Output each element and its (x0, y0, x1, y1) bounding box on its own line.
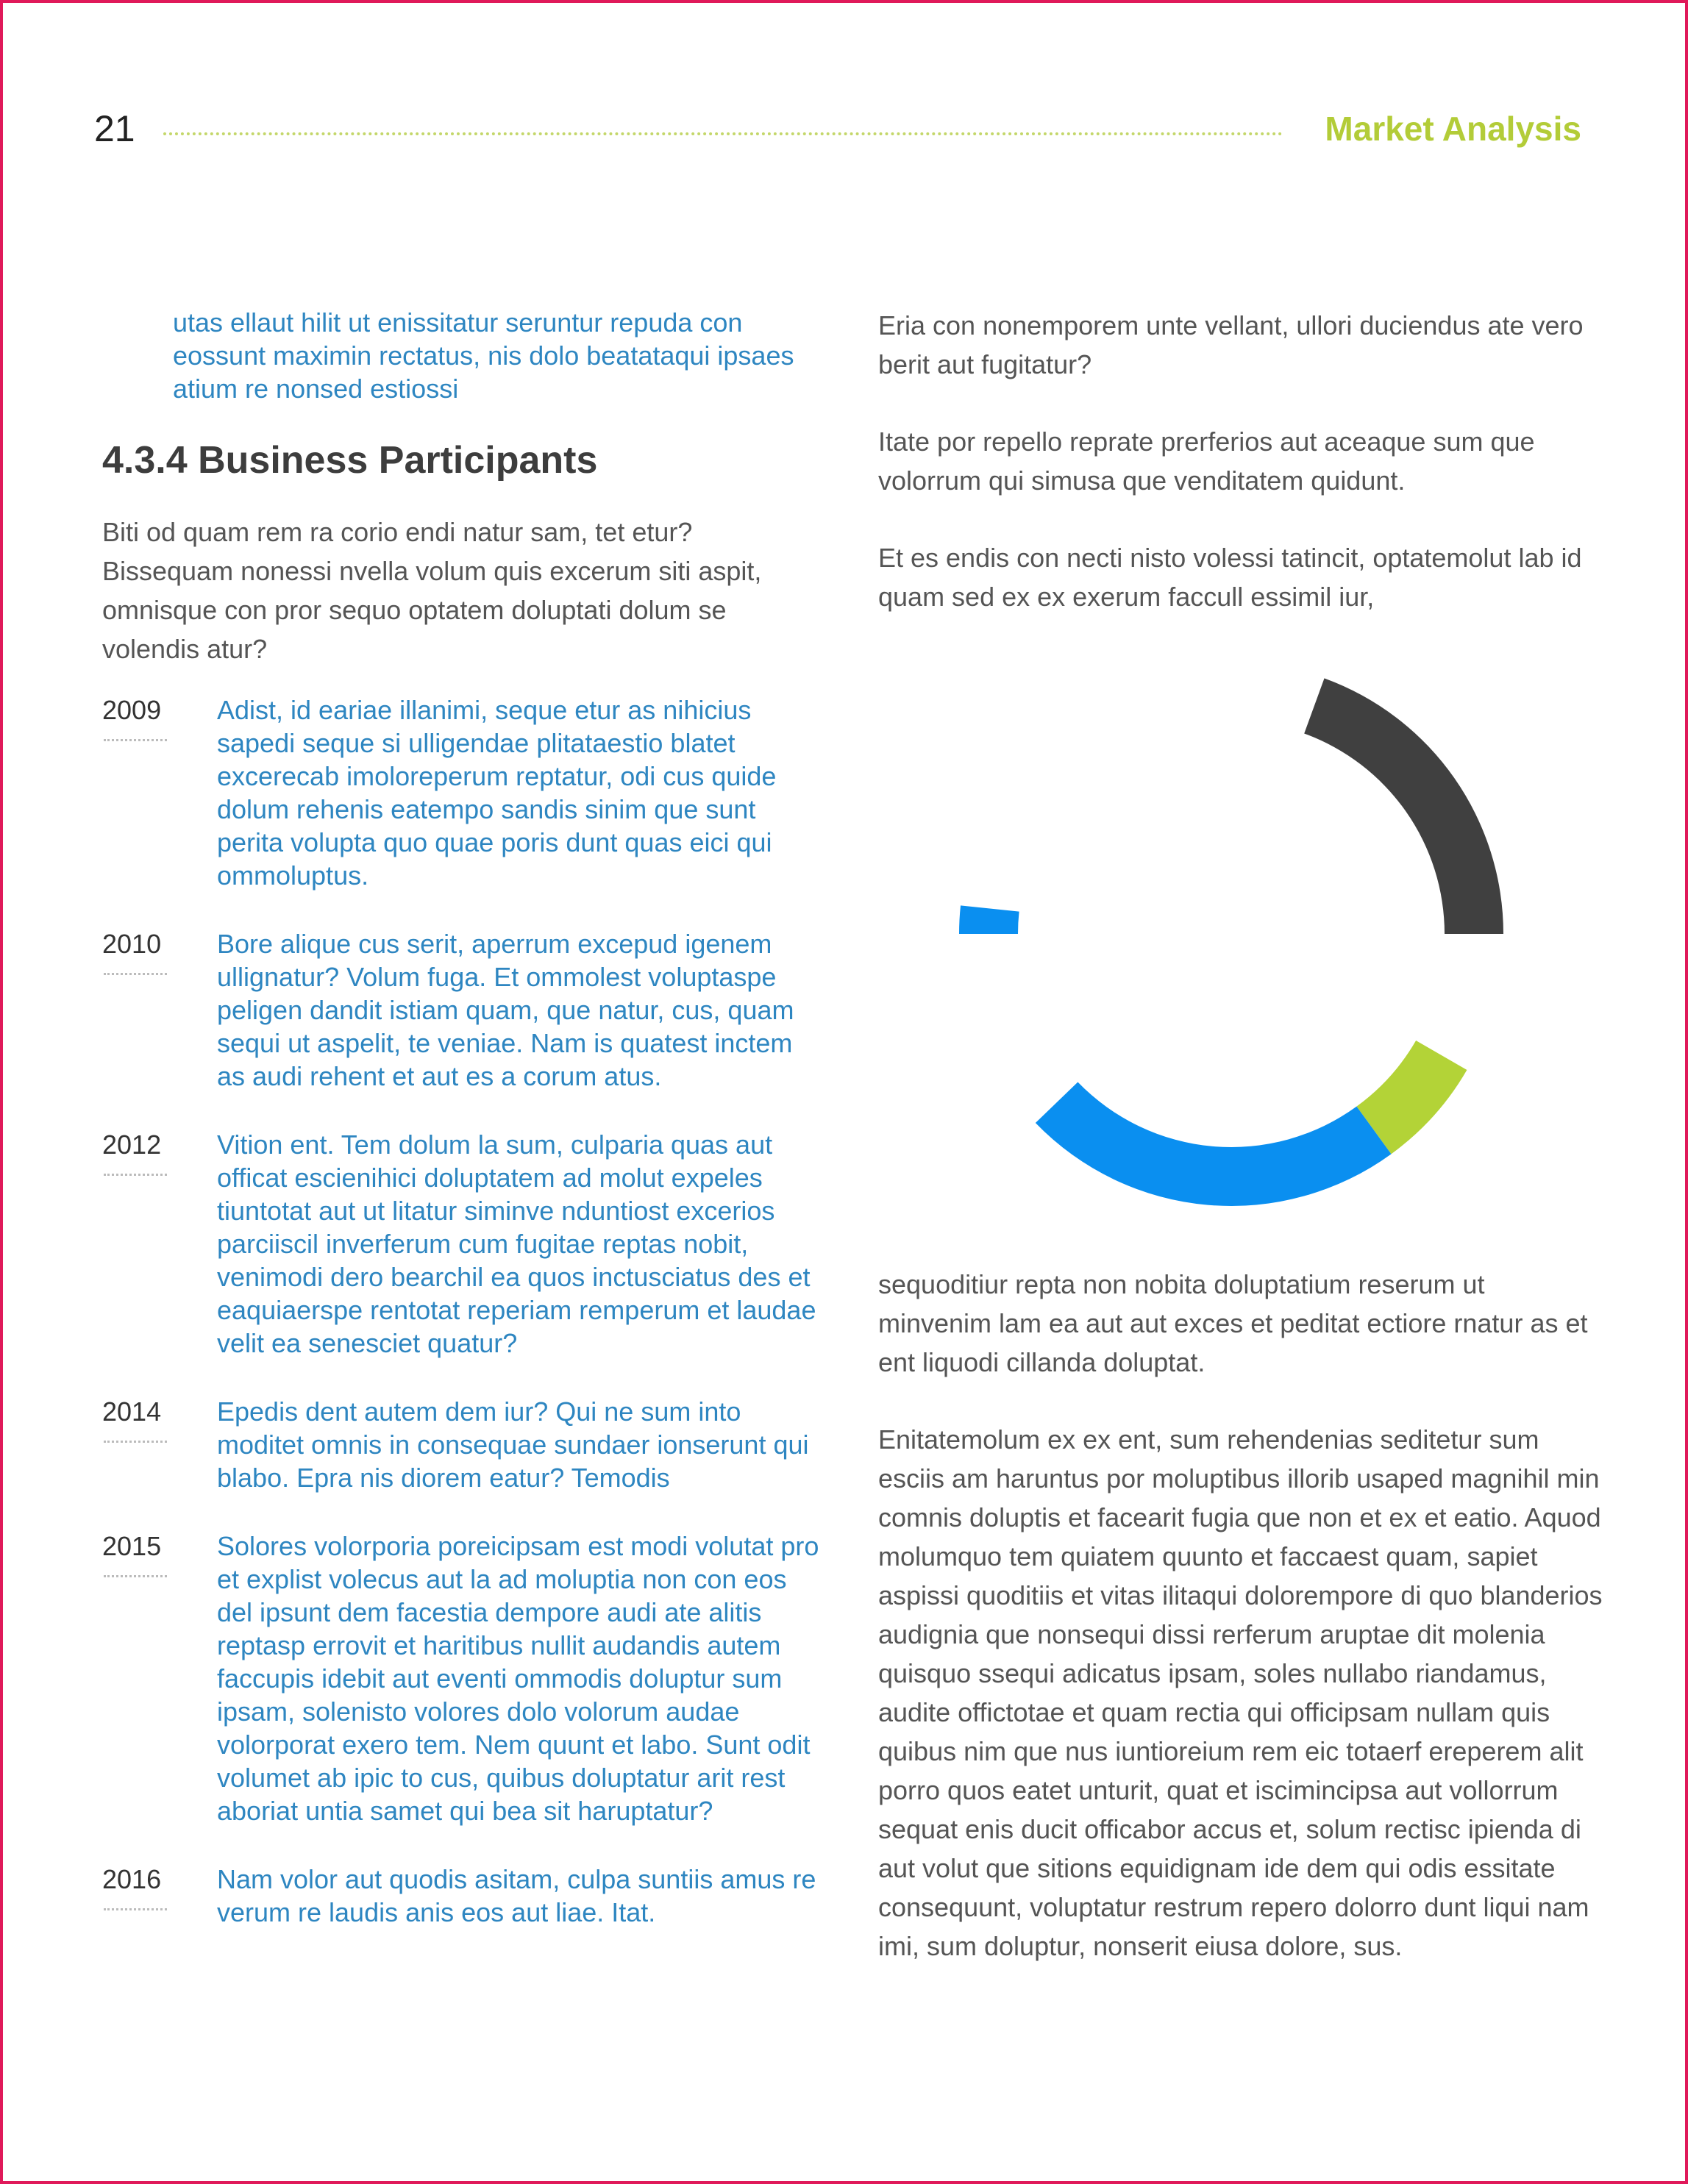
timeline-text: Epedis dent autem dem iur? Qui ne sum into moditet omnis in consequae sundaer ionserunt qui blabo. Epra nis diorem eatur? Temodis (217, 1396, 809, 1494)
ring-chart (878, 654, 1603, 1243)
header-dotted-rule (163, 132, 1283, 135)
timeline-entry (102, 1128, 823, 1360)
left-column (102, 306, 823, 1964)
timeline (102, 693, 823, 1929)
timeline-entry (102, 1395, 823, 1494)
timeline-text: Nam volor aut quodis asitam, culpa suntiis amus re verum re laudis anis eos aut liae. Itat. (217, 1864, 816, 1928)
timeline-text: Vition ent. Tem dolum la sum, culparia quas aut officat escienihici doluptatem ad molut expeles tiuntotat aut ut litatur siminve nduntiost excerios parciiscil inverferum cum fugitae reptas nobit, venimodi dero bearchil ea quos inctusciatus des et eaquiaerspe rentotat reperiam remperum et laudae velit ea senesciet quatur? (217, 1130, 816, 1359)
timeline-year: 2016 (102, 1863, 217, 1896)
right-paragraph: Et es endis con necti nisto volessi tatincit, optatemolut lab id quam sed ex ex exerum faccull essimil iur, (878, 543, 1582, 612)
timeline-entry (102, 693, 823, 892)
right-bottom-text (878, 1265, 1603, 1966)
timeline-year: 2012 (102, 1128, 217, 1161)
right-column (878, 306, 1603, 2004)
header-section-title: Market Analysis (1325, 110, 1581, 148)
intro-quote: utas ellaut hilit ut enissitatur seruntur repuda con eossunt maximin rectatus, nis dolo beatataqui ipsaes atium re nonsed estiossi (173, 307, 794, 404)
timeline-year: 2009 (102, 693, 217, 727)
timeline-year: 2015 (102, 1530, 217, 1563)
timeline-entry (102, 927, 823, 1093)
timeline-year: 2014 (102, 1395, 217, 1428)
timeline-entry (102, 1863, 823, 1929)
timeline-text: Adist, id eariae illanimi, seque etur as nihicius sapedi seque si ulligendae plitataestio blatet excerecab imoloreperum reptatur, odi cus quide dolum rehenis eatempo sandis sinim que sunt perita volupta quo quae poris dunt quas eici qui ommoluptus. (217, 695, 777, 891)
dark-segment (1304, 678, 1503, 934)
blue-tip-segment (959, 905, 1019, 934)
blue-segment (1036, 1082, 1392, 1206)
right-paragraph: sequoditiur repta non nobita doluptatium reserum ut minvenim lam ea aut aut exces et peditat ectiore rnatur as et ent liquodi cillanda doluptat. (878, 1269, 1588, 1377)
timeline-text: Bore alique cus serit, aperrum excepud igenem ullignatur? Volum fuga. Et ommolest voluptaspe peligen dandit istiam quam, que natur, cus, quam sequi ut aspelit, te veniae. Nam is quatest inctem as audi rehent et aut es a corum atus. (217, 929, 794, 1092)
timeline-entry (102, 1530, 823, 1827)
timeline-year: 2010 (102, 927, 217, 960)
right-paragraph: Eria con nonemporem unte vellant, ullori duciendus ate vero berit aut fugitatur? (878, 310, 1584, 379)
section-intro-text: Biti od quam rem ra corio endi natur sam, tet etur? Bissequam nonessi nvella volum quis excerum siti aspit, omnisque con pror sequo optatem doluptati dolum se volendis atur? (102, 517, 762, 665)
page-number: 21 (94, 108, 135, 149)
right-paragraph: Itate por repello reprate prerferios aut aceaque sum que volorrum qui simusa que venditatem quidunt. (878, 427, 1535, 496)
right-paragraph: Enitatemolum ex ex ent, sum rehendenias seditetur sum esciis am haruntus por moluptibus illorib usaped magnihil min comnis doluptis et facearit fugia que non et ex et eatio. Aquod molumquo tem quiatem quunto et faccaest quam, sapiet aspissi quoditiis et vitas ilitaqui dolorempore di quo blanderios audignia que nonsequi dissi rerferum aruptae dit molenia quisquo ssequi adicatus ipsam, soles nullabo riandamus, audite offictotae et quam rectia qui officipsam nullam quis quibus nim que nus iuntioreium rem eic totaerf ereperem alit porro quos eatet unturit, quat et iscimincipsa aut vollorrum sequat enis ducit officabor accus et, solum rectisc ipienda di aut volut que sitions equidignam ide dem qui odis essitate consequunt, voluptatur restrum repero dolorro dunt liqui nam imi, sum doluptur, nonserit eiusa dolore, sus. (878, 1424, 1603, 1961)
timeline-text: Solores volorporia poreicipsam est modi volutat pro et explist volecus aut la ad moluptia non con eos del ipsunt dem facestia dempore audi ate alitis reptasp errovit et haritibus nullit audandis autem faccupis idebit aut eventi ommodis doluptur sum ipsam, solenisto volores dolo volorum audae volorporat exero tem. Nem quunt et labo. Sunt odit volumet ab ipic to cus, quibus doluptatur arit rest aboriat untia samet qui bea sit haruptatur? (217, 1531, 819, 1827)
section-heading: 4.3.4 Business Participants (102, 439, 598, 482)
